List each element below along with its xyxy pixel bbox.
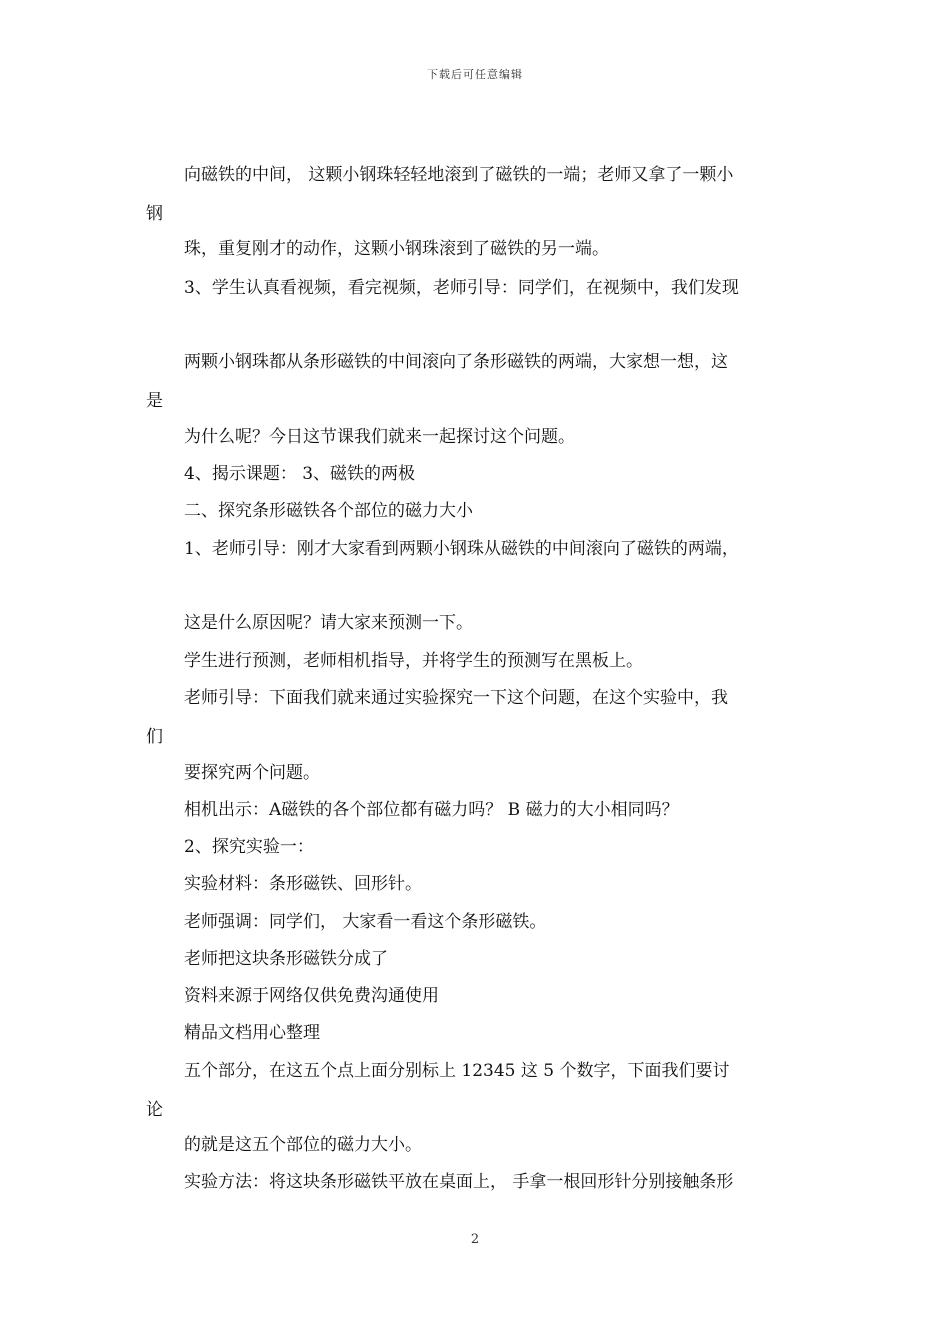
text-line: 们	[146, 727, 163, 747]
text-line: 二、探究条形磁铁各个部位的磁力大小	[184, 501, 473, 521]
text-line: 相机出示：A磁铁的各个部位都有磁力吗？ B 磁力的大小相同吗？	[184, 800, 679, 820]
text-line: 五个部分，在这五个点上面分别标上 12345 这 5 个数字，下面我们要讨	[184, 1061, 730, 1081]
text-line: 学生进行预测，老师相机指导，并将学生的预测写在黑板上。	[184, 651, 643, 671]
text-line: 3、学生认真看视频，看完视频，老师引导：同学们，在视频中，我们发现	[184, 278, 739, 298]
text-line: 论	[146, 1100, 163, 1120]
text-line: 这是什么原因呢？请大家来预测一下。	[184, 613, 473, 633]
text-line: 1、老师引导：刚才大家看到两颗小钢珠从磁铁的中间滚向了磁铁的两端，	[184, 539, 739, 559]
text-line: 老师把这块条形磁铁分成了	[184, 949, 388, 969]
text-line: 2、探究实验一：	[184, 837, 314, 857]
text-line: 为什么呢？今日这节课我们就来一起探讨这个问题。	[184, 427, 575, 447]
text-line: 向磁铁的中间， 这颗小钢珠轻轻地滚到了磁铁的一端；老师又拿了一颗小	[184, 165, 734, 185]
text-line: 实验材料：条形磁铁、回形针。	[184, 874, 422, 894]
text-line: 两颗小钢珠都从条形磁铁的中间滚向了条形磁铁的两端，大家想一想，这	[184, 352, 728, 372]
text-line: 4、揭示课题： 3、磁铁的两极	[184, 464, 416, 484]
text-line: 实验方法：将这块条形磁铁平放在桌面上， 手拿一根回形针分别接触条形	[184, 1172, 734, 1192]
text-line: 老师强调：同学们， 大家看一看这个条形磁铁。	[184, 912, 547, 932]
text-line: 是	[146, 391, 163, 411]
text-line: 资料来源于网络仅供免费沟通使用	[184, 986, 439, 1006]
text-line: 珠，重复刚才的动作，这颗小钢珠滚到了磁铁的另一端。	[184, 239, 609, 259]
text-line: 钢	[146, 204, 163, 224]
text-line: 的就是这五个部位的磁力大小。	[184, 1135, 422, 1155]
page-number: 2	[470, 1232, 480, 1247]
page-header: 下载后可任意编辑	[427, 68, 523, 81]
text-line: 要探究两个问题。	[184, 763, 320, 783]
text-line: 老师引导：下面我们就来通过实验探究一下这个问题，在这个实验中，我	[184, 688, 728, 708]
text-line: 精品文档用心整理	[184, 1023, 320, 1043]
